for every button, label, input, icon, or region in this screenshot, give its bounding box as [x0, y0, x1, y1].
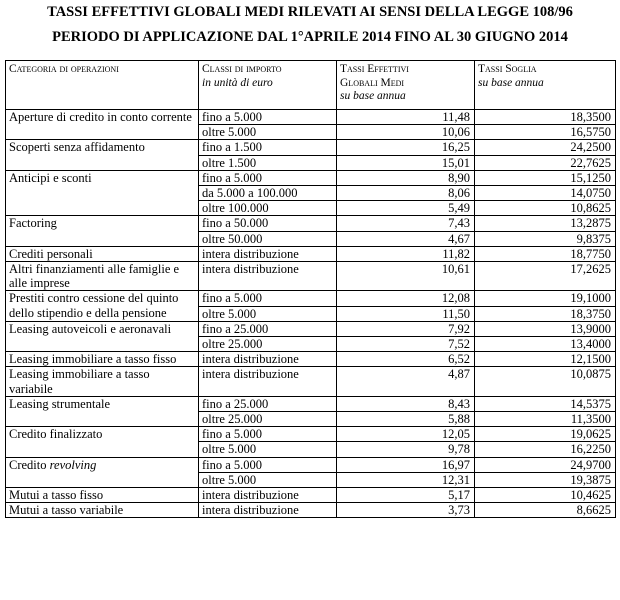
soglia-cell: 24,2500 — [475, 140, 616, 155]
header-teg-sub: su base annua — [340, 90, 406, 102]
class-cell: intera distribuzione — [199, 367, 337, 396]
teg-cell: 11,48 — [337, 110, 475, 125]
document-title: TASSI EFFETTIVI GLOBALI MEDI RILEVATI AI SENSI DELLA LEGGE 108/96 — [47, 4, 573, 20]
soglia-cell: 19,1000 — [475, 291, 616, 306]
class-cell: oltre 5.000 — [199, 125, 337, 140]
table-row — [6, 396, 616, 411]
soglia-cell: 17,2625 — [475, 262, 616, 291]
teg-cell: 5,49 — [337, 201, 475, 216]
table-row — [6, 110, 616, 125]
category-cell — [6, 488, 199, 503]
teg-cell: 3,73 — [337, 503, 475, 518]
header-soglia-label: Tassi Soglia — [478, 63, 537, 75]
soglia-cell: 15,1250 — [475, 170, 616, 185]
header-classes-sub: in unità di euro — [202, 76, 273, 89]
category-label: Mutui a tasso fisso — [9, 488, 104, 503]
header-soglia — [475, 61, 616, 110]
class-cell: oltre 5.000 — [199, 306, 337, 321]
teg-cell: 9,78 — [337, 442, 475, 457]
class-cell: oltre 25.000 — [199, 337, 337, 352]
teg-cell: 7,92 — [337, 321, 475, 336]
category-label: Factoring — [9, 216, 57, 231]
soglia-cell: 13,2875 — [475, 216, 616, 231]
class-cell: intera distribuzione — [199, 352, 337, 367]
class-cell: fino a 25.000 — [199, 321, 337, 336]
class-cell: fino a 5.000 — [199, 427, 337, 442]
table-body — [6, 110, 616, 518]
class-cell: fino a 25.000 — [199, 396, 337, 411]
class-cell: da 5.000 a 100.000 — [199, 186, 337, 201]
category-cell — [6, 110, 199, 140]
table-row — [6, 321, 616, 336]
header-teg — [337, 61, 475, 110]
teg-cell: 10,61 — [337, 262, 475, 291]
soglia-cell: 14,0750 — [475, 186, 616, 201]
table-row — [6, 291, 616, 306]
table-row — [6, 352, 616, 367]
teg-cell: 16,25 — [337, 140, 475, 155]
soglia-cell: 10,8625 — [475, 201, 616, 216]
category-cell — [6, 216, 199, 246]
class-cell: fino a 5.000 — [199, 291, 337, 306]
soglia-cell: 22,7625 — [475, 155, 616, 170]
category-label: Credito — [9, 457, 47, 472]
class-cell: intera distribuzione — [199, 246, 337, 261]
category-cell — [6, 503, 199, 518]
teg-cell: 7,43 — [337, 216, 475, 231]
soglia-cell: 13,4000 — [475, 337, 616, 352]
teg-cell: 12,31 — [337, 472, 475, 487]
class-cell: fino a 5.000 — [199, 170, 337, 185]
teg-cell: 8,90 — [337, 170, 475, 185]
rates-table — [5, 60, 616, 518]
class-cell: oltre 25.000 — [199, 412, 337, 427]
soglia-cell: 14,5375 — [475, 396, 616, 411]
soglia-cell: 16,5750 — [475, 125, 616, 140]
category-cell — [6, 170, 199, 216]
table-row — [6, 140, 616, 155]
teg-cell: 11,82 — [337, 246, 475, 261]
teg-cell: 5,17 — [337, 488, 475, 503]
header-soglia-sub: su base annua — [478, 76, 544, 89]
table-header-row — [6, 61, 616, 110]
category-cell — [6, 321, 199, 351]
class-cell: intera distribuzione — [199, 503, 337, 518]
header-teg-label-1: Tassi Effettivi — [340, 63, 409, 75]
soglia-cell: 13,9000 — [475, 321, 616, 336]
class-cell: intera distribuzione — [199, 488, 337, 503]
category-label: Leasing strumentale — [9, 396, 111, 411]
category-cell — [6, 352, 199, 367]
table-row — [6, 262, 616, 291]
header-category — [6, 61, 199, 110]
category-label: Leasing immobiliare a tasso fisso — [9, 352, 177, 367]
teg-cell: 15,01 — [337, 155, 475, 170]
header-teg-label-2: Globali Medi — [340, 76, 405, 89]
class-cell: oltre 50.000 — [199, 231, 337, 246]
category-label: Altri finanziamenti alle famiglie e alle imprese — [9, 262, 180, 291]
soglia-cell: 19,0625 — [475, 427, 616, 442]
soglia-cell: 12,1500 — [475, 352, 616, 367]
teg-cell: 4,67 — [337, 231, 475, 246]
category-cell — [6, 291, 199, 321]
soglia-cell: 11,3500 — [475, 412, 616, 427]
header-classes-label: Classi di importo — [202, 63, 282, 75]
category-label: Leasing immobiliare a tasso variabile — [9, 367, 150, 396]
soglia-cell: 10,0875 — [475, 367, 616, 396]
soglia-cell: 10,4625 — [475, 488, 616, 503]
class-cell: fino a 1.500 — [199, 140, 337, 155]
table-row — [6, 457, 616, 472]
table-row — [6, 216, 616, 231]
category-label: Anticipi e sconti — [9, 170, 92, 185]
class-cell: oltre 100.000 — [199, 201, 337, 216]
category-label: Leasing autoveicoli e aeronavali — [9, 321, 172, 336]
category-cell — [6, 246, 199, 261]
category-label: Mutui a tasso variabile — [9, 503, 124, 518]
soglia-cell: 8,6625 — [475, 503, 616, 518]
teg-cell: 16,97 — [337, 457, 475, 472]
category-italic-label: revolving — [49, 457, 97, 472]
class-cell: fino a 5.000 — [199, 110, 337, 125]
teg-cell: 5,88 — [337, 412, 475, 427]
category-label: Credito finalizzato — [9, 427, 103, 442]
category-cell — [6, 140, 199, 170]
soglia-cell: 18,3500 — [475, 110, 616, 125]
soglia-cell: 19,3875 — [475, 472, 616, 487]
teg-cell: 8,43 — [337, 396, 475, 411]
soglia-cell: 24,9700 — [475, 457, 616, 472]
soglia-cell: 16,2250 — [475, 442, 616, 457]
class-cell: oltre 5.000 — [199, 472, 337, 487]
teg-cell: 10,06 — [337, 125, 475, 140]
category-label: Crediti personali — [9, 246, 93, 261]
class-cell: fino a 5.000 — [199, 457, 337, 472]
header-category-label: Categoria di operazioni — [9, 63, 119, 75]
teg-cell: 11,50 — [337, 306, 475, 321]
teg-cell: 12,08 — [337, 291, 475, 306]
teg-cell: 12,05 — [337, 427, 475, 442]
category-cell — [6, 262, 199, 291]
teg-cell: 7,52 — [337, 337, 475, 352]
table-row — [6, 367, 616, 396]
table-row — [6, 488, 616, 503]
category-cell — [6, 427, 199, 457]
soglia-cell: 18,7750 — [475, 246, 616, 261]
table-row — [6, 246, 616, 261]
class-cell: fino a 50.000 — [199, 216, 337, 231]
period-subtitle: PERIODO DI APPLICAZIONE DAL 1°APRILE 2014 FINO AL 30 GIUGNO 2014 — [52, 29, 568, 45]
category-cell — [6, 396, 199, 426]
class-cell: oltre 5.000 — [199, 442, 337, 457]
soglia-cell: 9,8375 — [475, 231, 616, 246]
table-row — [6, 503, 616, 518]
category-label: Prestiti contro cessione del quinto dello stipendio e della pensione — [9, 291, 179, 320]
teg-cell: 4,87 — [337, 367, 475, 396]
header-classes — [199, 61, 337, 110]
class-cell: intera distribuzione — [199, 262, 337, 291]
table-row — [6, 170, 616, 185]
class-cell: oltre 1.500 — [199, 155, 337, 170]
category-cell — [6, 367, 199, 396]
soglia-cell: 18,3750 — [475, 306, 616, 321]
category-label: Aperture di credito in conto corrente — [9, 110, 192, 124]
category-label: Scoperti senza affidamento — [9, 140, 145, 155]
category-cell — [6, 457, 199, 487]
table-row — [6, 427, 616, 442]
teg-cell: 8,06 — [337, 186, 475, 201]
teg-cell: 6,52 — [337, 352, 475, 367]
